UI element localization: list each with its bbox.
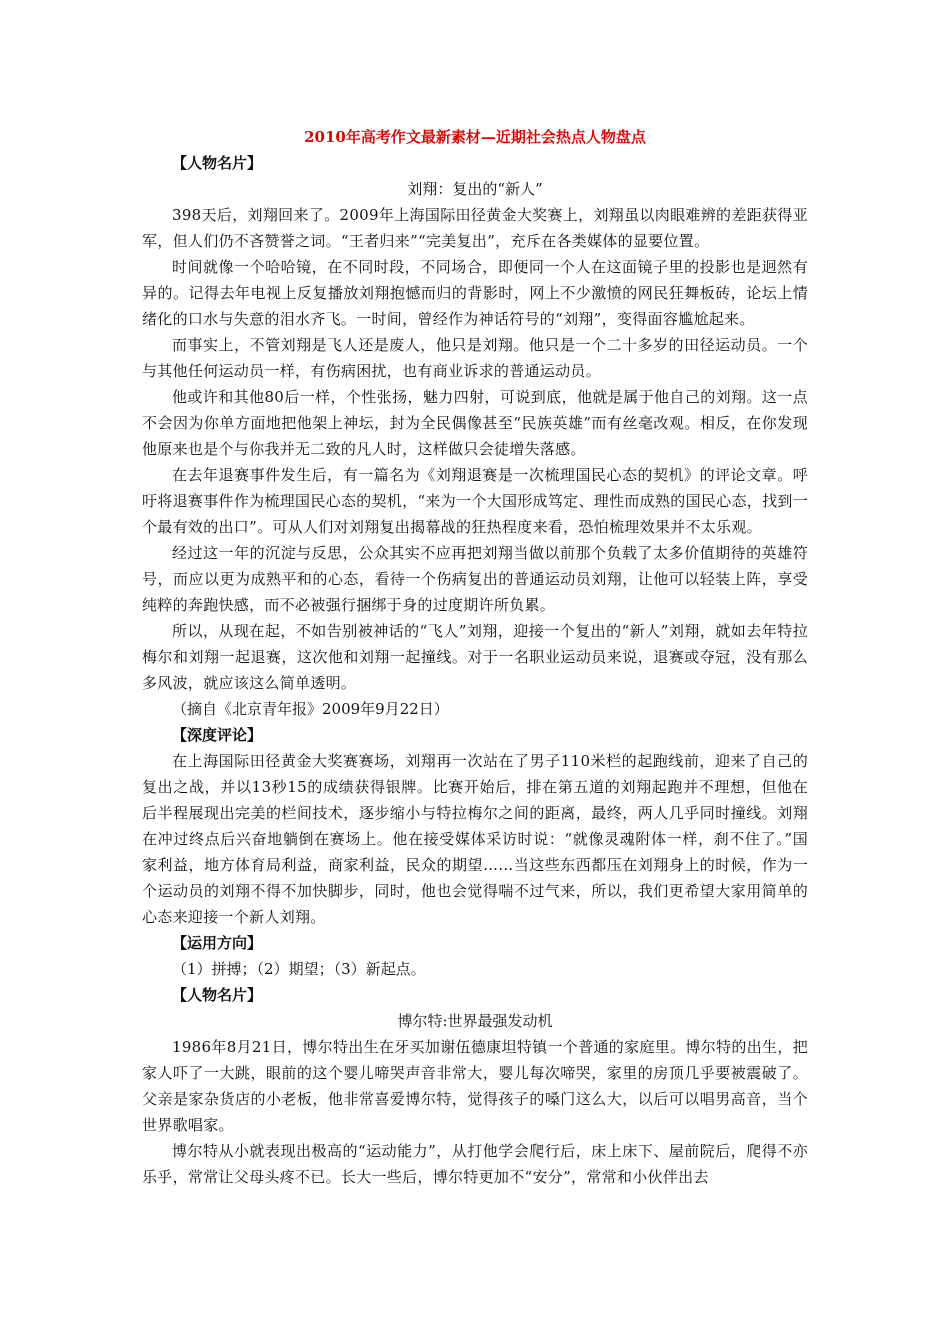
paragraph: 在去年退赛事件发生后，有一篇名为《刘翔退赛是一次梳理国民心态的契机》的评论文章。呼吁将退赛事件作为梳理国民心态的契机，“来为一个大国形成笃定、理性而成熟的国民心态，找到一个最有效的出口”。可从人们对刘翔复出揭幕战的狂热程度来看，恐怕梳理效果并不太乐观。 bbox=[142, 466, 808, 536]
article-subtitle-bolt: 博尔特:世界最强发动机 bbox=[397, 1012, 553, 1030]
source-citation: （摘自《北京青年报》2009年9月22日） bbox=[172, 700, 449, 718]
paragraph: 1986年8月21日，博尔特出生在牙买加谢伍德康坦特镇一个普通的家庭里。博尔特的出生，把家人吓了一大跳，眼前的这个婴儿啼哭声音非常大，婴儿每次啼哭，家里的房顶几乎要被震破了。父亲是家杂货店的小老板，他非常喜爱博尔特，觉得孩子的嗓门这么大，以后可以唱男高音，当个世界歌唱家。 bbox=[142, 1038, 808, 1134]
review-paragraph: 在上海国际田径黄金大奖赛赛场，刘翔再一次站在了男子110米栏的起跑线前，迎来了自己的复出之战，并以13秒15的成绩获得银牌。比赛开始后，排在第五道的刘翔起跑并不理想，但他在后半程展现出完美的栏间技术，逐步缩小与特拉梅尔之间的距离，最终，两人几乎同时撞线。刘翔在冲过终点后兴奋地躺倒在赛场上。他在接受媒体采访时说：“就像灵魂附体一样，刹不住了。”国家利益，地方体育局利益，商家利益，民众的期望……当这些东西都压在刘翔身上的时候，作为一个运动员的刘翔不得不加快脚步，同时，他也会觉得喘不过气来，所以，我们更希望大家用简单的心态来迎接一个新人刘翔。 bbox=[142, 752, 808, 926]
document-title: 2010年高考作文最新素材—近期社会热点人物盘点 bbox=[304, 128, 646, 146]
section-heading-usage: 【运用方向】 bbox=[172, 934, 263, 952]
paragraph: 经过这一年的沉淀与反思，公众其实不应再把刘翔当做以前那个负载了太多价值期待的英雄符号，而应以更为成熟平和的心态，看待一个伤病复出的普通运动员刘翔，让他可以轻装上阵，享受纯粹的奔跑快感，而不必被强行捆绑于身的过度期许所负累。 bbox=[142, 544, 808, 614]
paragraph: 398天后，刘翔回来了。2009年上海国际田径黄金大奖赛上，刘翔虽以肉眼难辨的差距获得亚军，但人们仍不吝赞誉之词。“王者归来”“完美复出”，充斥在各类媒体的显要位置。 bbox=[142, 206, 808, 250]
article-subtitle-liu-xiang: 刘翔：复出的“新人” bbox=[407, 180, 543, 198]
paragraph: 而事实上，不管刘翔是飞人还是废人，他只是刘翔。他只是一个二十多岁的田径运动员。一个与其他任何运动员一样，有伤病困扰，也有商业诉求的普通运动员。 bbox=[142, 336, 808, 380]
paragraph: 他或许和其他80后一样，个性张扬，魅力四射，可说到底，他就是属于他自己的刘翔。这一点不会因为你单方面地把他架上神坛，封为全民偶像甚至“民族英雄”而有丝毫改观。相反，在你发现他原来也是个与你我并无二致的凡人时，这样做只会徒增失落感。 bbox=[142, 388, 808, 458]
paragraph: 时间就像一个哈哈镜，在不同时段，不同场合，即便同一个人在这面镜子里的投影也是迥然有异的。记得去年电视上反复播放刘翔抱憾而归的背影时，网上不少激愤的网民狂舞板砖，论坛上情绪化的口水与失意的泪水齐飞。一时间，曾经作为神话符号的“刘翔”，变得面容尴尬起来。 bbox=[142, 258, 808, 328]
section-heading-profile-1: 【人物名片】 bbox=[172, 154, 263, 172]
usage-text: （1）拼搏；（2）期望；（3）新起点。 bbox=[172, 960, 426, 978]
document-page bbox=[142, 124, 808, 1190]
paragraph: 所以，从现在起，不如告别被神话的“飞人”刘翔，迎接一个复出的“新人”刘翔，就如去年特拉梅尔和刘翔一起退赛，这次他和刘翔一起撞线。对于一名职业运动员来说，退赛或夺冠，没有那么多风波，就应该这么简单透明。 bbox=[142, 622, 808, 692]
paragraph: 博尔特从小就表现出极高的“运动能力”，从打他学会爬行后，床上床下、屋前院后，爬得不亦乐乎，常常让父母头疼不已。长大一些后，博尔特更加不“安分”，常常和小伙伴出去 bbox=[142, 1142, 808, 1186]
section-heading-review: 【深度评论】 bbox=[172, 726, 263, 744]
section-heading-profile-2: 【人物名片】 bbox=[172, 986, 263, 1004]
